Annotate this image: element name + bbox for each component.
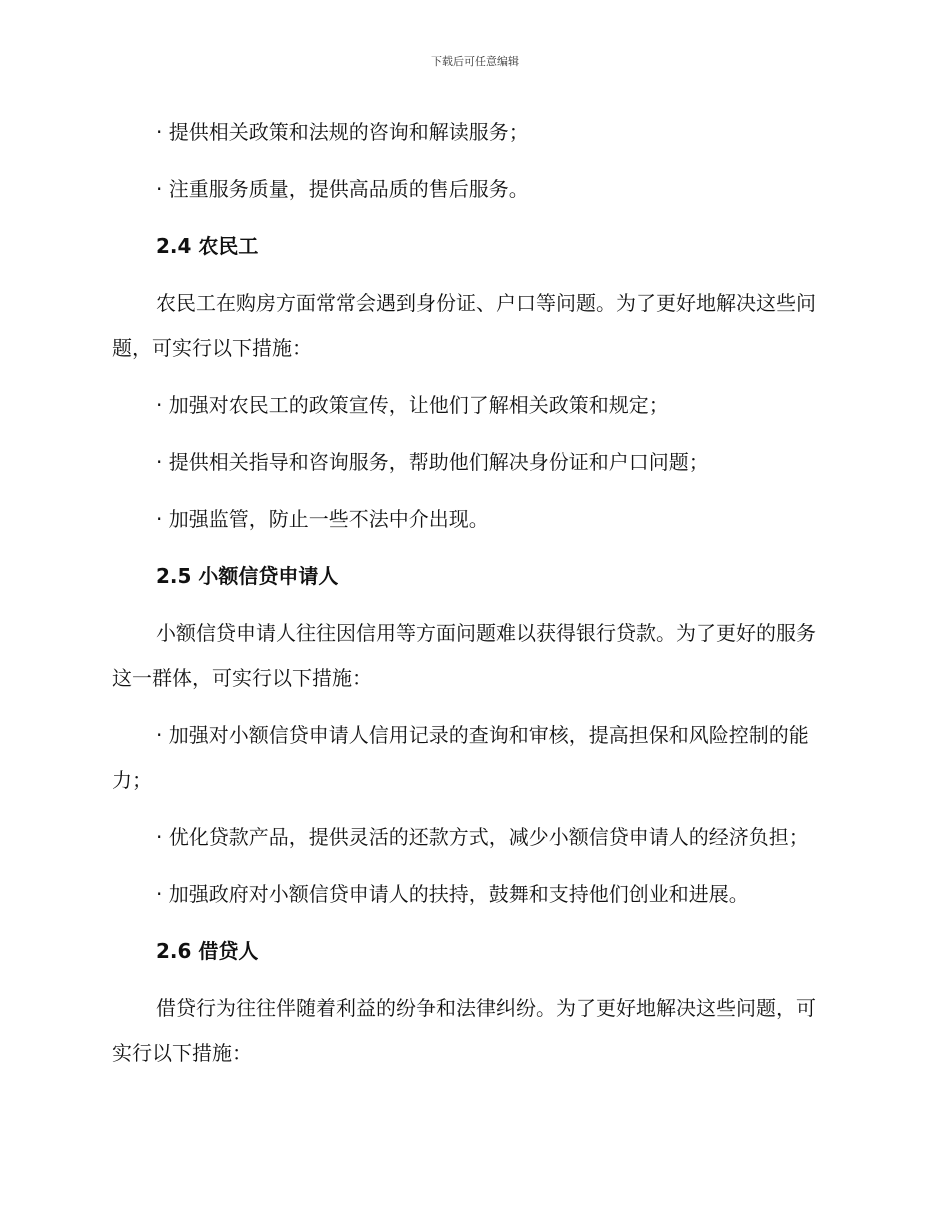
- document-body: [112, 110, 832, 1088]
- section-heading: 2.4 农民工: [156, 234, 259, 258]
- paragraph: 农民工在购房方面常常会遇到身份证、户口等问题。为了更好地解决这些问题，可实行以下措施：: [112, 291, 816, 360]
- bullet-item: · 注重服务质量，提供高品质的售后服务。: [156, 177, 529, 201]
- page-header: 下载后可任意编辑: [431, 55, 519, 68]
- bullet-item: · 提供相关政策和法规的咨询和解读服务；: [156, 120, 529, 144]
- paragraph: 借贷行为往往伴随着利益的纷争和法律纠纷。为了更好地解决这些问题，可实行以下措施：: [112, 996, 816, 1065]
- bullet-item: · 加强对小额信贷申请人信用记录的查询和审核，提高担保和风险控制的能力；: [112, 723, 809, 792]
- section-heading: 2.6 借贷人: [156, 939, 259, 963]
- bullet-item: · 优化贷款产品，提供灵活的还款方式，减少小额信贷申请人的经济负担；: [156, 825, 809, 849]
- bullet-item: · 加强监管，防止一些不法中介出现。: [156, 507, 489, 531]
- bullet-item: · 提供相关指导和咨询服务，帮助他们解决身份证和户口问题；: [156, 450, 709, 474]
- section-heading: 2.5 小额信贷申请人: [156, 564, 339, 588]
- bullet-item: · 加强对农民工的政策宣传，让他们了解相关政策和规定；: [156, 393, 669, 417]
- paragraph: 小额信贷申请人往往因信用等方面问题难以获得银行贷款。为了更好的服务这一群体，可实行以下措施：: [112, 621, 816, 690]
- bullet-item: · 加强政府对小额信贷申请人的扶持，鼓舞和支持他们创业和进展。: [156, 882, 749, 906]
